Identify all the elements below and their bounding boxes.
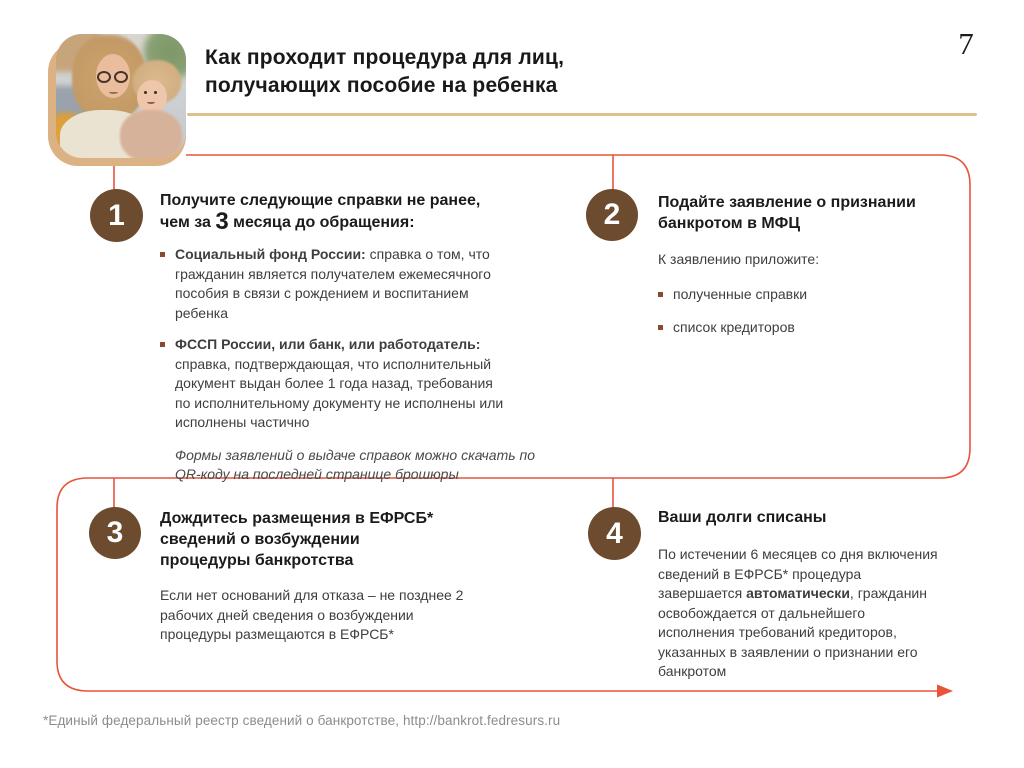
photo-mother-smile [109,90,118,94]
bullet-square-icon [658,292,663,297]
step-2-number: 2 [603,198,621,231]
step-3-title [160,508,550,571]
step-1-bullet-2-text: ФССП России, или банк, или работодатель: справка, подтверждающая, что исполнительный документ выдан более 1 года назад, требования по исполнительному документу не исполнены или исполнены частично [175,336,504,430]
page-title-line-1: Как проходит процедура для лиц, [205,46,565,69]
step-3-title-line-3: процедуры банкротства [160,552,354,569]
step-2-content [658,192,978,338]
bullet-square-icon [160,252,165,257]
photo-glasses-right [114,71,128,83]
step-3-title-line-2: сведений о возбуждении [160,531,360,548]
step-2-title [658,192,978,234]
step-1-bullet-2-bold: ФССП России, или банк, или работодатель: [175,336,481,352]
step-1-content [160,190,560,485]
page-title-line-2: получающих пособие на ребенка [205,74,558,97]
step-1-title-line-2-post: месяца до обращения: [228,214,415,231]
step-4-content [658,507,968,682]
bullet-square-icon [160,342,165,347]
step-1-title [160,190,560,233]
footnote: *Единый федеральный реестр сведений о банкротстве, http://bankrot.fedresurs.ru [43,713,561,728]
step-1-number: 1 [108,198,125,232]
photo-glasses-left [97,71,111,83]
step-2-badge [586,189,638,241]
photo-baby-eye-left [144,91,147,94]
step-3-content [160,508,550,645]
photo-baby-face [137,80,167,114]
step-3-title-line-1: Дождитесь размещения в ЕФРСБ* [160,510,434,527]
photo-baby-body [120,110,182,158]
step-1-title-line-1: Получите следующие справки не ранее, [160,192,481,209]
photo-baby-smile [147,100,155,104]
step-2-title-line-2: банкротом в МФЦ [658,215,801,232]
step-1-bullet-1-text: Социальный фонд России: справка о том, что гражданин является получателем ежемесячного пособия в связи с рождением и воспитанием ребенка [175,246,491,321]
step-2-bullet-1 [658,285,978,305]
step-1-note: Формы заявлений о выдаче справок можно скачать по QR-коду на последней странице брошюры [175,446,535,482]
step-4-title-line-1: Ваши долги списаны [658,509,827,526]
step-4-number: 4 [606,516,623,550]
step-1-badge [90,189,143,242]
step-4-body-bold: автоматически [746,585,850,601]
step-2-bullet-2-text: список кредиторов [673,319,795,335]
step-4-title [658,507,968,528]
step-2-intro: К заявлению приложите: [658,251,820,267]
step-1-bullet-2 [160,335,560,433]
title-divider [187,113,977,116]
step-4-badge [588,507,641,560]
step-1-bullet-1-bold: Социальный фонд России: [175,246,366,262]
flow-arrowhead-icon [937,685,953,698]
step-2-title-line-1: Подайте заявление о признании [658,194,916,211]
step-1-title-line-2-pre: чем за [160,214,216,231]
step-2-bullet-1-text: полученные справки [673,285,808,302]
step-3-badge [89,507,141,559]
step-1-bullet-1 [160,245,560,323]
page-title [205,44,564,100]
step-2-bullet-2 [658,318,978,338]
step-3-number: 3 [106,516,124,549]
page-number: 7 [958,26,974,61]
photo-baby-eye-right [154,91,157,94]
header-photo [56,34,186,158]
step-4-body: По истечении 6 месяцев со дня включения сведений в ЕФРСБ* процедура завершается автоматически, гражданин освобождается от дальнейшего исполнения требований кредиторов, указанных в заявлении о признании его банкротом [658,546,938,679]
bullet-square-icon [658,325,663,330]
step-1-title-big-number: 3 [215,208,229,235]
step-3-body: Если нет оснований для отказа – не позднее 2 рабочих дней сведения о возбуждении процедуры размещаются в ЕФРСБ* [160,587,464,642]
